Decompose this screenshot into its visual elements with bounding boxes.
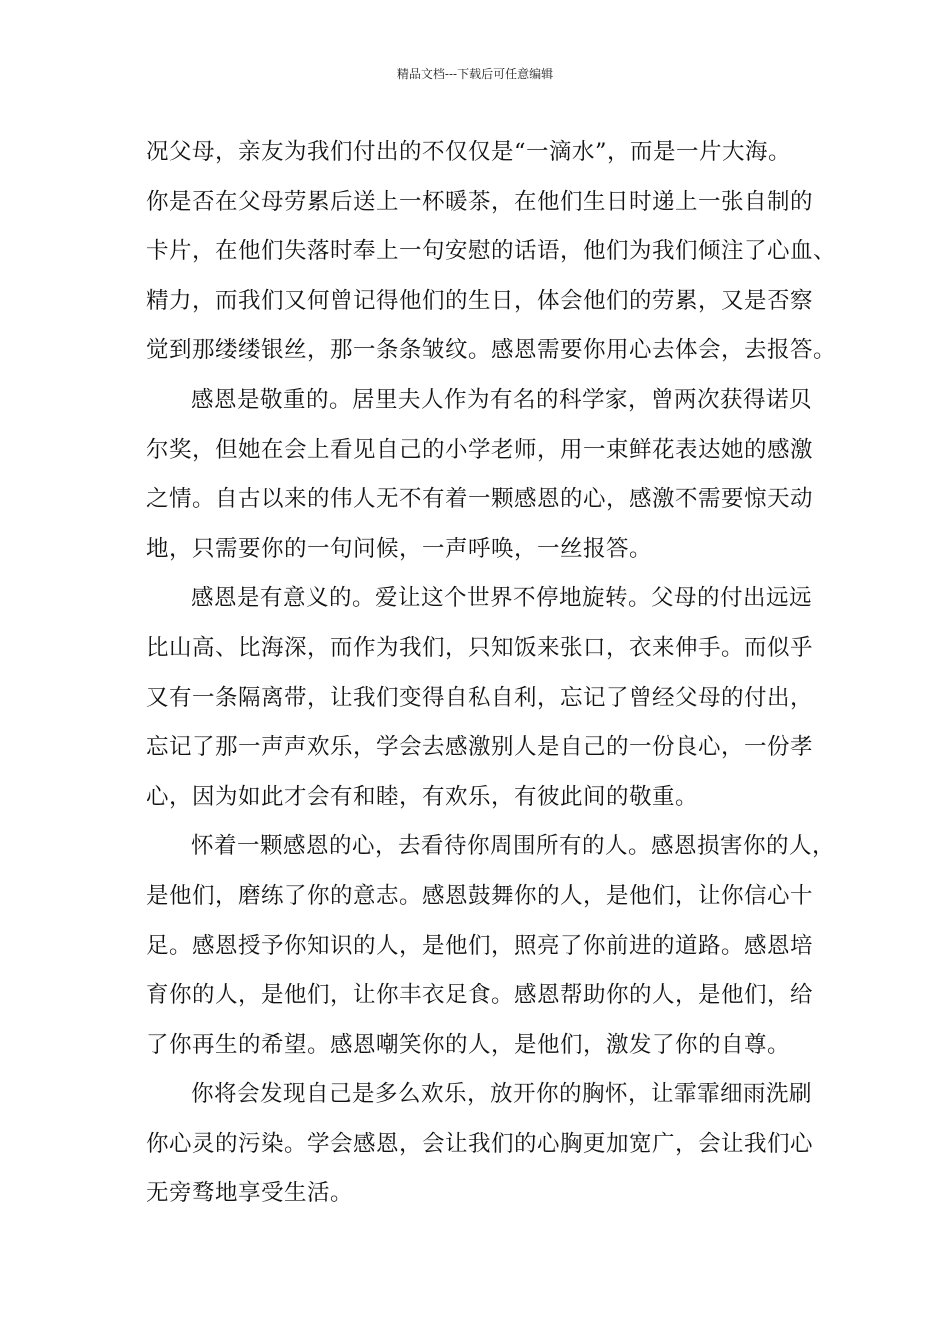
text-line: 无旁骛地享受生活。 <box>146 1180 354 1207</box>
text-line: 是他们，磨练了你的意志。感恩鼓舞你的人，是他们，让你信心十 <box>146 882 814 909</box>
text-line: 育你的人，是他们，让你丰衣足食。感恩帮助你的人，是他们，给 <box>146 982 814 1009</box>
text-line: 地，只需要你的一句问候，一声呼唤，一丝报答。 <box>146 535 653 562</box>
text-line: 精力，而我们又何曾记得他们的生日，体会他们的劳累，又是否察 <box>146 287 814 314</box>
text-line: 你心灵的污染。学会感恩，会让我们的心胸更加宽广，会让我们心 <box>146 1130 814 1157</box>
paragraph-3 <box>146 574 826 822</box>
text-line-first: 感恩是敬重的。居里夫人作为有名的科学家，曾两次获得诺贝 <box>191 386 813 413</box>
paragraph-5 <box>146 1070 826 1219</box>
text-line-first: 你将会发现自己是多么欢乐，放开你的胸怀，让霏霏细雨洗刷 <box>191 1081 813 1108</box>
document-body <box>146 128 837 1219</box>
text-line: 觉到那缕缕银丝，那一条条皱纹。感恩需要你用心去体会，去报答。 <box>146 337 837 364</box>
text-line: 你是否在父母劳累后送上一杯暖茶，在他们生日时递上一张自制的 <box>146 188 814 215</box>
text-line: 心，因为如此才会有和睦，有欢乐，有彼此间的敬重。 <box>146 783 699 810</box>
text-line: 了你再生的希望。感恩嘲笑你的人，是他们，激发了你的自尊。 <box>146 1031 791 1058</box>
text-line: 尔奖，但她在会上看见自己的小学老师，用一束鲜花表达她的感激 <box>146 436 814 463</box>
page-header: 精品文档---下载后可任意编辑 <box>396 67 554 81</box>
text-line: 比山高、比海深，而作为我们，只知饭来张口，衣来伸手。而似乎 <box>146 634 814 661</box>
text-line: 又有一条隔离带，让我们变得自私自利，忘记了曾经父母的付出， <box>146 684 814 711</box>
text-line-first: 怀着一颗感恩的心，去看待你周围所有的人。感恩损害你的人， <box>191 833 836 860</box>
paragraph-1 <box>146 128 837 376</box>
text-line: 卡片，在他们失落时奉上一句安慰的话语，他们为我们倾注了心血、 <box>146 238 837 265</box>
text-line: 足。感恩授予你知识的人，是他们，照亮了你前进的道路。感恩培 <box>146 932 814 959</box>
paragraph-2 <box>146 376 826 574</box>
text-line-first: 感恩是有意义的。爱让这个世界不停地旋转。父母的付出远远 <box>191 585 813 612</box>
text-line: 忘记了那一声声欢乐，学会去感激别人是自己的一份良心，一份孝 <box>146 734 814 761</box>
text-line: 之情。自古以来的伟人无不有着一颗感恩的心，感激不需要惊天动 <box>146 486 814 513</box>
paragraph-4 <box>146 822 836 1070</box>
text-line: 况父母，亲友为我们付出的不仅仅是“一滴水”，而是一片大海。 <box>146 139 792 165</box>
